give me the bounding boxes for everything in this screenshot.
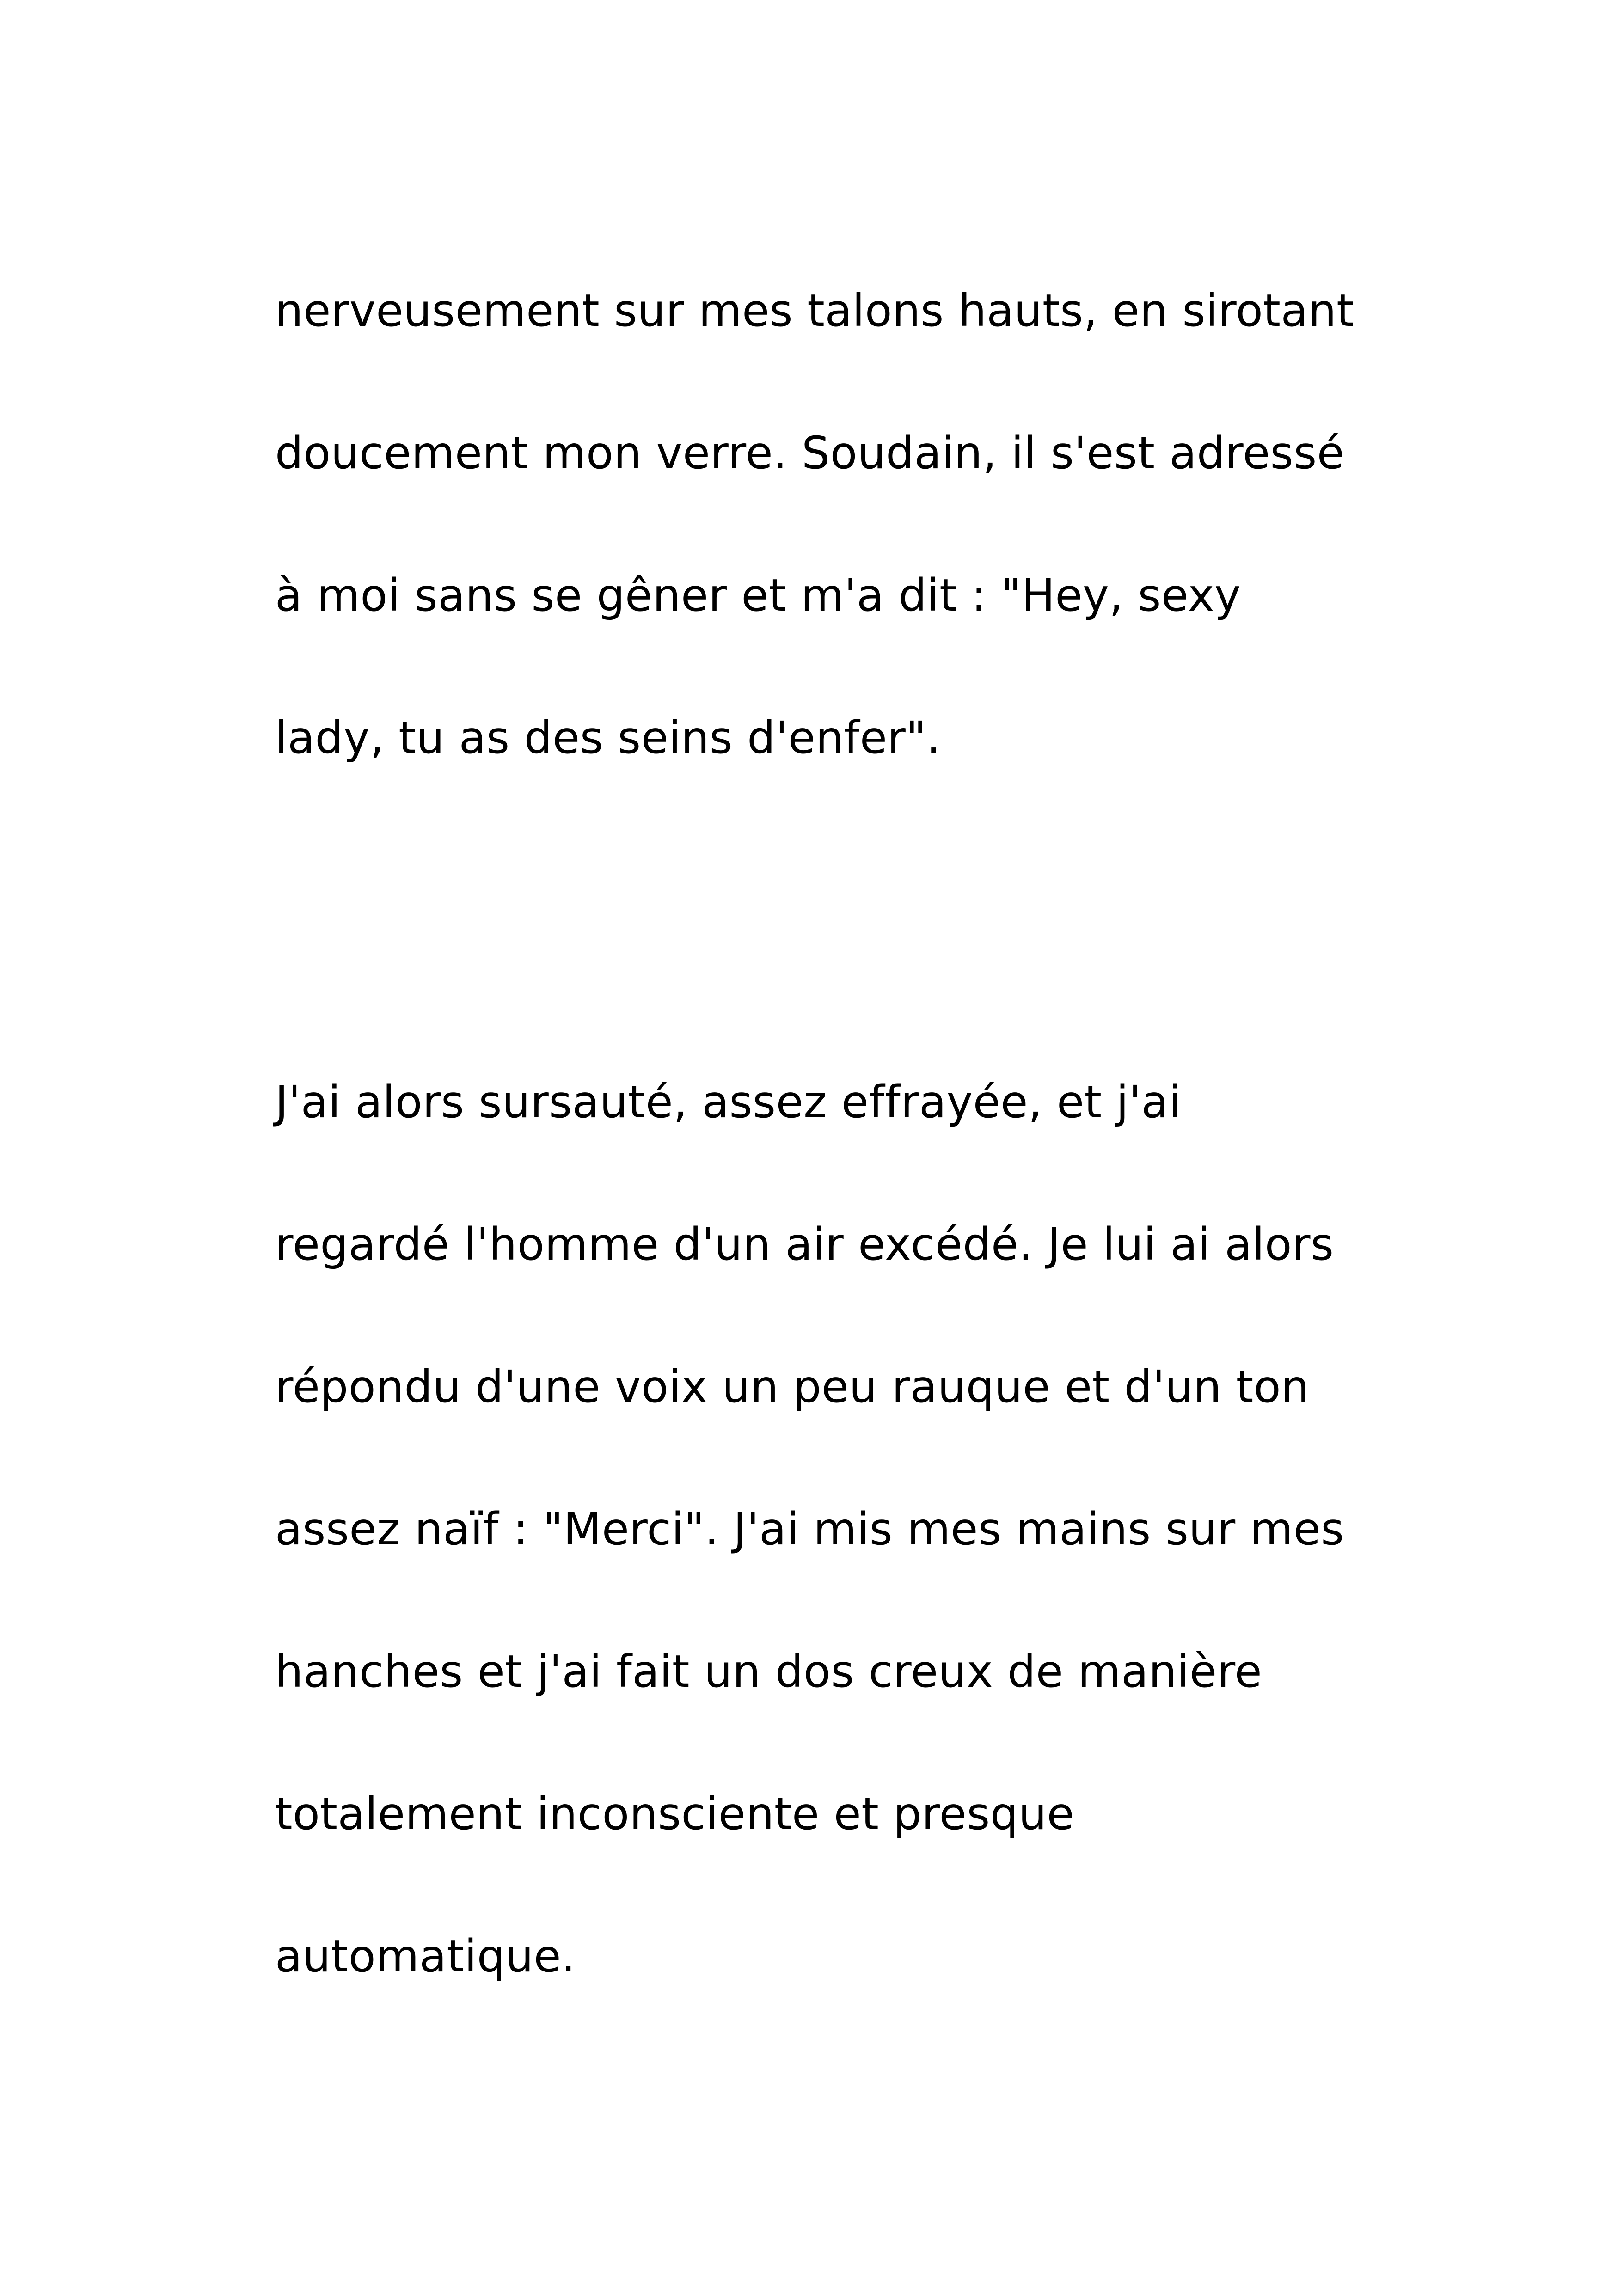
text-line: hanches et j'ai fait un dos creux de manière [275, 1646, 1263, 1697]
text-line: regardé l'homme d'un air excédé. Je lui ai alors [275, 1218, 1334, 1270]
text-line: répondu d'une voix un peu rauque et d'un ton [275, 1361, 1310, 1413]
text-line: J'ai alors sursauté, assez effrayée, et j'ai [275, 1076, 1182, 1128]
text-line: doucement mon verre. Soudain, il s'est adressé [275, 427, 1345, 479]
text-line: totalement inconsciente et presque [275, 1788, 1075, 1840]
text-line: assez naïf : "Merci". J'ai mis mes mains sur mes [275, 1503, 1344, 1555]
text-line: automatique. [275, 1930, 576, 1982]
text-line: à moi sans se gêner et m'a dit : "Hey, sexy [275, 569, 1241, 621]
text-line: nerveusement sur mes talons hauts, en sirotant [275, 285, 1354, 337]
text-line: lady, tu as des seins d'enfer". [275, 712, 941, 764]
